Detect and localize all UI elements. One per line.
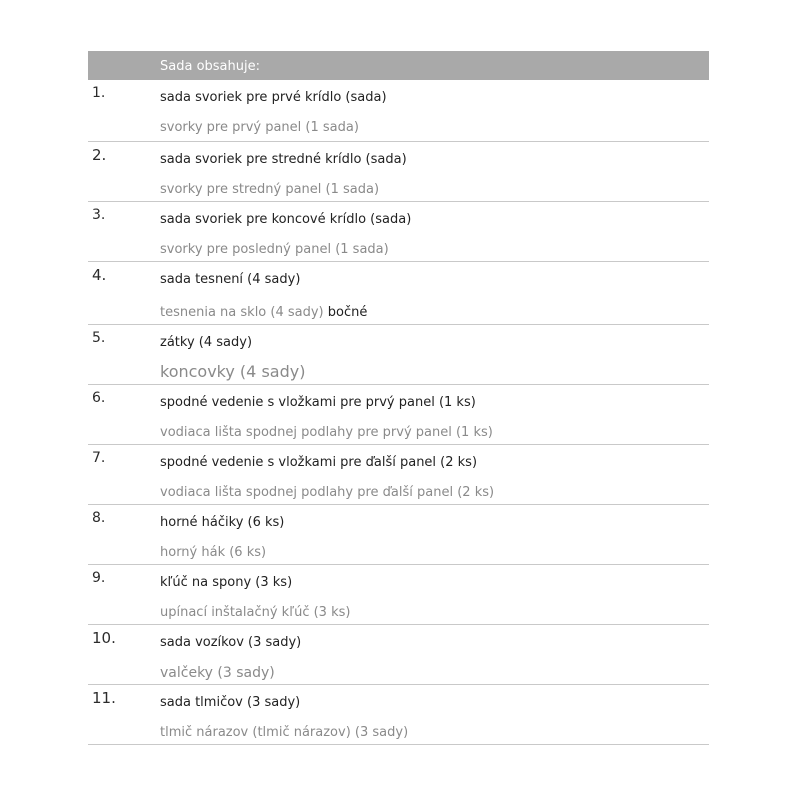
item-description: valčeky (3 sady) <box>160 665 275 681</box>
item-description: horný hák (6 ks) <box>160 545 267 560</box>
item-description: svorky pre prvý panel (1 sada) <box>160 120 359 135</box>
row-number: 1. <box>92 85 106 101</box>
item-name: sada vozíkov (3 sady) <box>160 635 302 650</box>
item-name: zátky (4 sady) <box>160 335 253 350</box>
table-row <box>88 80 709 142</box>
item-description: koncovky (4 sady) <box>160 362 306 381</box>
table-row <box>88 202 709 262</box>
item-description <box>160 305 367 321</box>
item-name: spodné vedenie s vložkami pre prvý panel (1 ks) <box>160 395 476 410</box>
row-number: 4. <box>92 266 107 284</box>
item-description: vodiaca lišta spodnej podlahy pre prvý panel (1 ks) <box>160 425 493 440</box>
table-row <box>88 262 709 325</box>
table-row <box>88 385 709 445</box>
header-label: Sada obsahuje: <box>160 59 260 74</box>
row-number: 6. <box>92 390 106 406</box>
table-row <box>88 142 709 202</box>
item-name: horné háčiky (6 ks) <box>160 515 285 530</box>
table-row <box>88 685 709 745</box>
row-number: 3. <box>92 207 106 223</box>
item-description-text: tesnenia na sklo (4 sady) <box>160 305 324 320</box>
row-number: 5. <box>92 330 106 346</box>
item-description: svorky pre stredný panel (1 sada) <box>160 182 380 197</box>
item-name: sada tesnení (4 sady) <box>160 272 301 287</box>
item-description: vodiaca lišta spodnej podlahy pre ďalší panel (2 ks) <box>160 485 495 500</box>
row-number: 8. <box>92 510 106 526</box>
row-number: 7. <box>92 450 106 466</box>
row-number: 9. <box>92 570 106 586</box>
table-row <box>88 625 709 685</box>
item-description-extra: bočné <box>327 305 368 320</box>
row-number: 10. <box>92 629 116 647</box>
item-name: sada svoriek pre stredné krídlo (sada) <box>160 152 407 167</box>
item-name: sada svoriek pre prvé krídlo (sada) <box>160 90 387 105</box>
table-row <box>88 445 709 505</box>
table-header <box>88 51 709 80</box>
item-description: svorky pre posledný panel (1 sada) <box>160 242 389 257</box>
item-name: spodné vedenie s vložkami pre ďalší panel (2 ks) <box>160 455 478 470</box>
row-number: 11. <box>92 689 116 707</box>
item-name: sada tlmičov (3 sady) <box>160 695 301 710</box>
item-description: tlmič nárazov (tlmič nárazov) (3 sady) <box>160 725 409 740</box>
table-row <box>88 565 709 625</box>
table-row <box>88 325 709 385</box>
item-name: sada svoriek pre koncové krídlo (sada) <box>160 212 412 227</box>
table-row <box>88 505 709 565</box>
item-name: kľúč na spony (3 ks) <box>160 575 293 590</box>
row-number: 2. <box>92 146 107 164</box>
item-description: upínací inštalačný kľúč (3 ks) <box>160 605 351 620</box>
contents-table <box>88 51 709 745</box>
